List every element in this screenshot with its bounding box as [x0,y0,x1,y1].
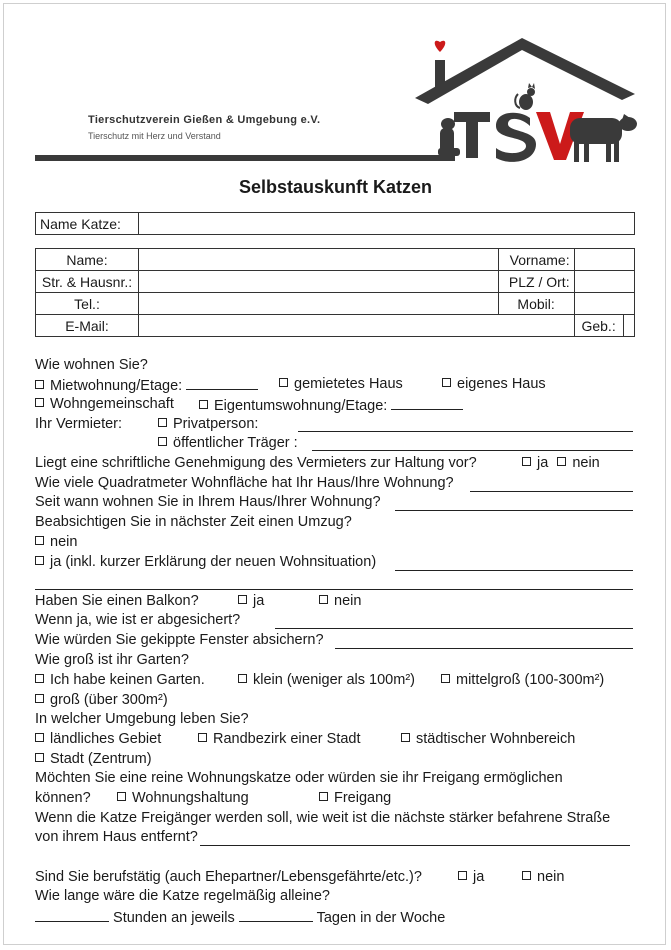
logo-letter-s [496,113,536,162]
fenster-field[interactable] [335,648,633,649]
opt-randbezirk [198,731,361,748]
q-freigang-1: Möchten Sie eine reine Wohnungskatze oder würden sie ihr Freigang ermöglichen [35,770,563,786]
heart-icon [435,41,446,52]
street-label: Str. & Hausnr.: [36,271,139,293]
checkbox-eigenes-haus[interactable] [442,378,451,387]
checkbox-umzug-nein[interactable] [35,536,44,545]
qm-field[interactable] [470,491,633,492]
cat-icon [515,83,535,110]
opt-freigang [319,790,391,807]
street-field[interactable] [139,271,499,293]
eigenes-haus-label: eigenes Haus [457,376,546,392]
cat-name-field[interactable] [139,213,635,235]
opt-eigentum [199,396,463,415]
checkbox-privatperson[interactable] [158,418,167,427]
eigentum-label: Eigentumswohnung/Etage: [214,398,388,414]
chimney-icon [435,60,445,88]
beruf-ja-label: ja [473,869,485,885]
q-alleine: Wie lange wäre die Katze regelmäßig alleine? [35,888,330,904]
laendlich-label: ländliches Gebiet [50,731,162,747]
vermieter-label: Ihr Vermieter: [35,416,123,432]
garten-gross-label: groß (über 300m²) [50,692,168,708]
header-bar [35,155,455,161]
checkbox-wg[interactable] [35,398,44,407]
staedtisch-label: städtischer Wohnbereich [416,731,576,747]
checkbox-balkon-ja[interactable] [238,595,247,604]
checkbox-garten-gross[interactable] [35,694,44,703]
checkbox-gemietetes-haus[interactable] [279,378,288,387]
checkbox-wohnungshaltung[interactable] [117,792,126,801]
checkbox-balkon-nein[interactable] [319,595,328,604]
garten-klein-label: klein (weniger als 100m²) [253,672,415,688]
balkon-ja-label: ja [253,593,265,609]
email-field[interactable] [139,315,575,337]
opt-beruf-ja [458,869,484,886]
q-genehmigung: Liegt eine schriftliche Genehmigung des Vermieters zur Haltung vor? [35,455,477,471]
opt-stadt [35,751,152,768]
opt-gemietetes-haus [279,376,403,393]
balkon-nein-label: nein [334,593,362,609]
q-beruf: Sind Sie berufstätig (auch Ehepartner/Lebensgefährte/etc.)? [35,869,422,885]
tage-field[interactable] [239,908,313,922]
page-title: Selbstauskunft Katzen [238,177,433,197]
opt-staedtisch [401,731,575,748]
name-field[interactable] [139,249,499,271]
stadt-label: Stadt (Zentrum) [50,751,152,767]
tsv-logo [410,36,645,166]
plz-label: PLZ / Ort: [498,271,574,293]
org-name: Tierschutzverein Gießen & Umgebung e.V. [88,114,321,126]
checkbox-kein-garten[interactable] [35,674,44,683]
q-garten: Wie groß ist ihr Garten? [35,652,189,668]
checkbox-randbezirk[interactable] [198,733,207,742]
randbezirk-label: Randbezirk einer Stadt [213,731,361,747]
opt-garten-gross [35,692,168,709]
opt-privatperson [158,416,258,433]
mobil-label: Mobil: [498,293,574,315]
q-freigang-2: können? [35,790,91,806]
garten-mittel-label: mittelgroß (100-300m²) [456,672,605,688]
seit-wann-field[interactable] [395,510,633,511]
umzug-ja-label: ja (inkl. kurzer Erklärung der neuen Wohnsituation) [50,554,377,570]
privatperson-label: Privatperson: [173,416,259,432]
cow-icon [570,114,637,162]
wg-label: Wohngemeinschaft [50,396,174,412]
checkbox-umzug-ja[interactable] [35,556,44,565]
name-label: Name: [36,249,139,271]
oeffentlich-field[interactable] [312,450,633,451]
checkbox-staedtisch[interactable] [401,733,410,742]
tel-label: Tel.: [36,293,139,315]
row-alleine-answer [35,908,445,927]
cat-name-table [35,212,635,235]
opt-garten-mittel [441,672,604,689]
checkbox-stadt[interactable] [35,753,44,762]
row-wohnform-1 [35,376,258,395]
wohnungshaltung-label: Wohnungshaltung [132,790,249,806]
umzug-erklaerung-field[interactable] [395,570,633,571]
stunden-label: Stunden an jeweils [113,910,235,926]
tel-field[interactable] [139,293,499,315]
geb-field[interactable] [623,315,634,337]
q-fenster: Wie würden Sie gekippte Fenster absichern? [35,632,324,648]
checkbox-freigang[interactable] [319,792,328,801]
opt-umzug-nein [35,534,77,551]
opt-balkon-ja [238,593,264,610]
opt-garten-klein [238,672,415,689]
q-strasse-2: von ihrem Haus entfernt? [35,829,198,845]
abgesichert-field[interactable] [275,628,633,629]
dog-icon [438,118,460,156]
checkbox-garten-klein[interactable] [238,674,247,683]
stunden-field[interactable] [35,908,109,922]
checkbox-oeffentlich[interactable] [158,437,167,446]
opt-oeffentlich [158,435,298,452]
checkbox-mietwohnung[interactable] [35,380,44,389]
opt-beruf-nein [522,869,564,886]
checkbox-genehmigung-ja[interactable] [522,457,531,466]
privatperson-field[interactable] [298,431,633,432]
plz-field[interactable] [574,271,634,293]
vorname-field[interactable] [574,249,634,271]
genehmigung-options [522,455,600,472]
checkbox-genehmigung-nein[interactable] [557,457,566,466]
opt-balkon-nein [319,593,361,610]
oeffentlich-label: öffentlicher Träger : [173,435,298,451]
eigentum-etage-field[interactable] [391,396,463,410]
umzug-erklaerung-field-2[interactable] [35,589,633,590]
checkbox-beruf-nein[interactable] [522,871,531,880]
cat-name-label: Name Katze: [36,213,139,235]
checkbox-laendlich[interactable] [35,733,44,742]
q-wohnen: Wie wohnen Sie? [35,357,148,373]
opt-wohnungshaltung [117,790,249,807]
opt-umzug-ja [35,554,376,571]
gemietetes-haus-label: gemietetes Haus [294,376,403,392]
q-abgesichert: Wenn ja, wie ist er abgesichert? [35,612,241,628]
opt-eigenes-haus [442,376,546,393]
freigang-label: Freigang [334,790,392,806]
genehmigung-ja-label: ja [537,455,549,471]
org-tagline: Tierschutz mit Herz und Verstand [88,131,221,141]
tage-label: Tagen in der Woche [316,910,446,926]
geb-label: Geb.: [574,315,623,337]
q-balkon: Haben Sie einen Balkon? [35,593,199,609]
q-umgebung: In welcher Umgebung leben Sie? [35,711,249,727]
q-strasse-1: Wenn die Katze Freigänger werden soll, wie weit ist die nächste stärker befahrene Straße [35,810,611,826]
email-label: E-Mail: [36,315,139,337]
opt-kein-garten [35,672,205,689]
q-qm: Wie viele Quadratmeter Wohnfläche hat Ihr Haus/Ihre Wohnung? [35,475,454,491]
kein-garten-label: Ich habe keinen Garten. [50,672,205,688]
mietwohnung-label: Mietwohnung/Etage: [50,378,183,394]
checkbox-beruf-ja[interactable] [458,871,467,880]
strasse-field[interactable] [200,845,630,846]
q-seit-wann: Seit wann wohnen Sie in Ihrem Haus/Ihrer Wohnung? [35,494,381,510]
checkbox-eigentum[interactable] [199,400,208,409]
genehmigung-nein-label: nein [572,455,600,471]
mietwohnung-etage-field[interactable] [186,376,258,390]
umzug-nein-label: nein [50,534,78,550]
beruf-nein-label: nein [537,869,565,885]
checkbox-garten-mittel[interactable] [441,674,450,683]
opt-wg [35,396,174,413]
mobil-field[interactable] [574,293,634,315]
opt-laendlich [35,731,161,748]
person-table [35,248,635,337]
q-umzug: Beabsichtigen Sie in nächster Zeit einen Umzug? [35,514,352,530]
vorname-label: Vorname: [498,249,574,271]
